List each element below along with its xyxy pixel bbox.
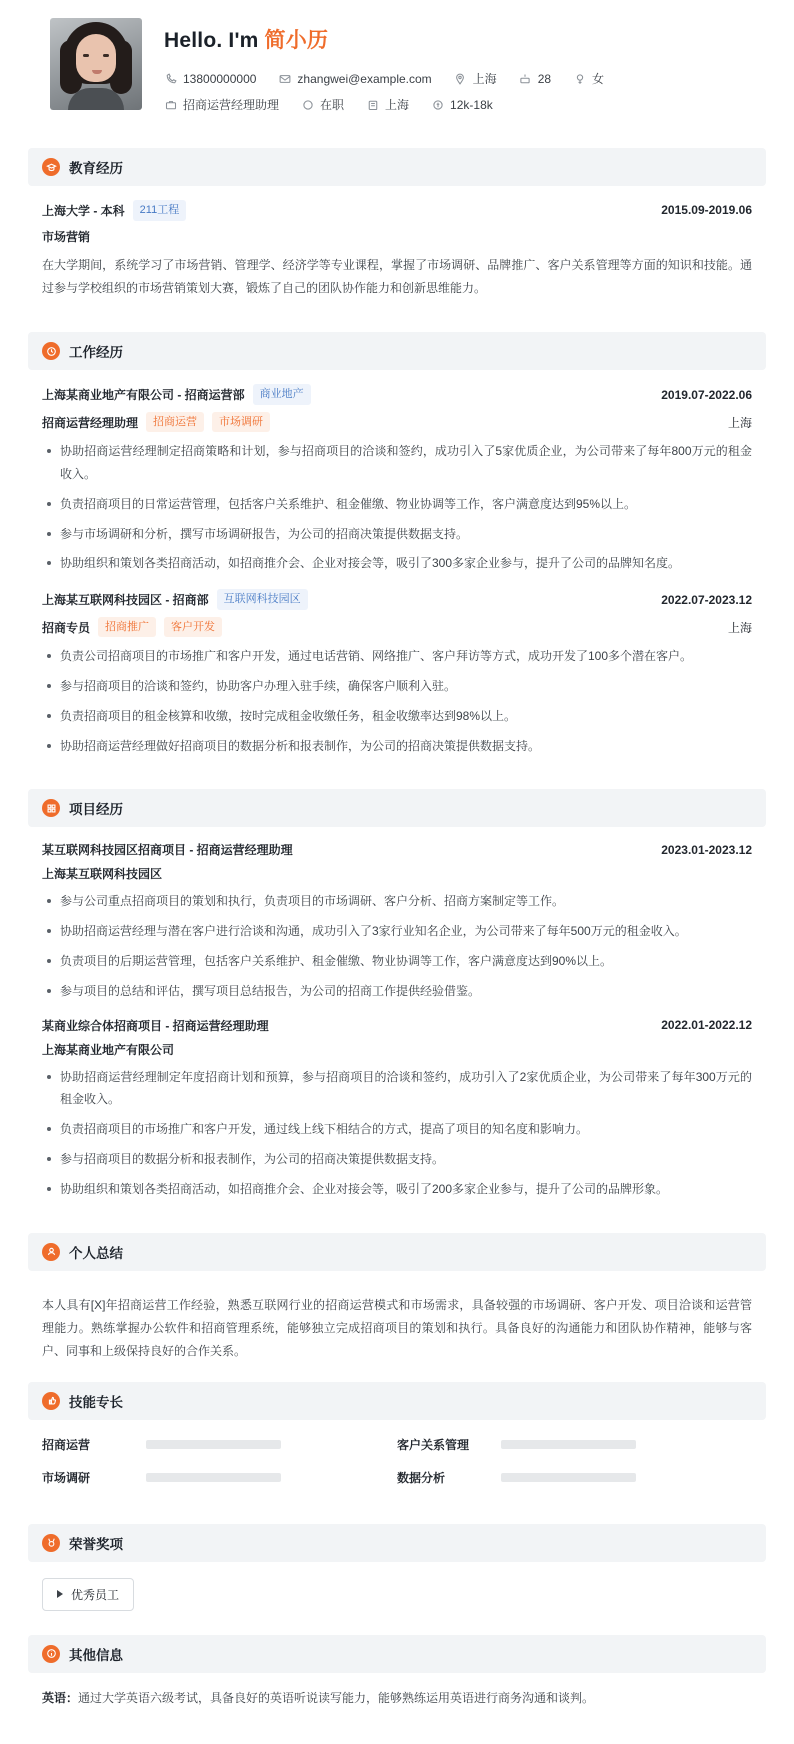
contact-email-text: zhangwei@example.com	[297, 71, 432, 86]
section-header-skills	[28, 1382, 766, 1420]
project-date: 2022.01-2022.12	[661, 1018, 752, 1033]
work-bullets	[42, 440, 752, 575]
greeting-text: Hello. I'm	[164, 29, 265, 52]
project-company: 上海某互联网科技园区	[42, 867, 163, 882]
list-item: 协助招商运营经理制定年度招商计划和预算，参与招商项目的洽谈和签约，成功引入了2家优质企业，为公司带来了每年300万元的租金收入。	[42, 1066, 752, 1112]
salary-icon	[431, 98, 444, 111]
project-date: 2023.01-2023.12	[661, 842, 752, 857]
work-role: 招商运营经理助理	[42, 415, 139, 430]
education-desc: 在大学期间，系统学习了市场营销、管理学、经济学等专业课程，掌握了市场调研、品牌推广、客户关系管理等方面的知识和技能。通过参与学校组织的市场营销策划大赛，锻炼了自己的团队协作能力和创新思维能力。	[42, 257, 752, 295]
education-major: 市场营销	[42, 229, 91, 244]
cap-icon	[42, 158, 60, 176]
work-company: 上海某商业地产有限公司 - 招商运营部	[42, 388, 245, 403]
candidate-name: 简小历	[264, 29, 329, 52]
clock-icon	[42, 342, 60, 360]
section-title-other: 其他信息	[69, 1647, 123, 1663]
list-item: 参与公司重点招商项目的策划和执行，负责项目的市场调研、客户分析、招商方案制定等工作。	[42, 890, 752, 913]
contact-age-text: 28	[537, 71, 552, 86]
work-location: 上海	[727, 415, 752, 430]
summary-text: 本人具有[X]年招商运营工作经验，熟悉互联网行业的招商运营模式和市场需求，具备较强的市场调研、客户开发、项目洽谈和运营管理能力。熟练掌握办公软件和招商管理系统，能够独立完成招商项目的策划和执行。具备良好的沟通能力和团队协作精神，能够与客户、同事和上级保持良好的合作关系。	[42, 1297, 752, 1359]
work-date: 2019.07-2022.06	[661, 387, 752, 402]
education-item	[42, 200, 752, 300]
work-item	[42, 384, 752, 575]
other-entry-label: 英语：	[42, 1690, 79, 1705]
job-status-text: 在职	[320, 98, 345, 112]
other-info	[28, 1673, 766, 1724]
section-title-skills: 技能专长	[69, 1394, 123, 1410]
list-item: 负责招商项目的租金核算和收缴，按时完成租金收缴任务，租金收缴率达到98%以上。	[42, 705, 752, 728]
skills-list	[28, 1420, 766, 1508]
city-icon	[366, 98, 379, 111]
work-location: 上海	[727, 620, 752, 635]
list-item: 负责招商项目的日常运营管理，包括客户关系维护、租金催缴、物业协调等工作，客户满意度达到95%以上。	[42, 493, 752, 516]
skill-bar	[146, 1440, 281, 1449]
contact-email	[278, 72, 431, 86]
contact-location-text: 上海	[472, 72, 497, 86]
project-name: 某互联网科技园区招商项目 - 招商运营经理助理	[42, 843, 293, 858]
section-title-projects: 项目经历	[69, 802, 123, 818]
education-date: 2015.09-2019.06	[661, 203, 752, 218]
list-item: 协助招商运营经理做好招商项目的数据分析和报表制作，为公司的招商决策提供数据支持。	[42, 735, 752, 758]
section-body-work	[28, 370, 766, 773]
work-tag: 互联网科技园区	[217, 589, 308, 610]
skill-name: 招商运营	[42, 1437, 91, 1452]
education-tag: 211工程	[133, 200, 187, 221]
thumb-icon	[42, 1392, 60, 1410]
section-title-education: 教育经历	[69, 161, 123, 176]
section-header-education	[28, 148, 766, 186]
list-item: 参与招商项目的数据分析和报表制作，为公司的招商决策提供数据支持。	[42, 1148, 752, 1171]
list-item: 协助招商运营经理与潜在客户进行洽谈和沟通，成功引入了3家行业知名企业，为公司带来了每年500万元的租金收入。	[42, 920, 752, 943]
status-icon	[301, 98, 314, 111]
work-role-tag: 招商运营	[146, 412, 204, 433]
list-item: 参与项目的总结和评估，撰写项目总结报告，为公司的招商工作提供经验借鉴。	[42, 980, 752, 1003]
contact-phone	[164, 72, 256, 86]
job-city-text: 上海	[385, 98, 410, 112]
project-item	[42, 841, 752, 1002]
contact-location	[454, 70, 497, 87]
section-body-projects	[28, 827, 766, 1216]
list-item: 负责招商项目的市场推广和客户开发，通过线上线下相结合的方式，提高了项目的知名度和影响力。	[42, 1118, 752, 1141]
section-header-other	[28, 1635, 766, 1673]
work-item	[42, 589, 752, 757]
page-title	[164, 24, 626, 54]
honor-label: 优秀员工	[71, 1587, 120, 1602]
skill-item	[42, 1469, 397, 1486]
list-item: 负责项目的后期运营管理，包括客户关系维护、租金催缴、物业协调等工作，客户满意度达到90%以上。	[42, 950, 752, 973]
location-icon	[454, 72, 467, 85]
grid-icon	[42, 799, 60, 817]
honor-item[interactable]	[42, 1578, 134, 1611]
info-icon	[42, 1645, 60, 1663]
skill-name: 市场调研	[42, 1470, 91, 1485]
job-status-meta	[301, 96, 344, 113]
skill-name: 数据分析	[397, 1470, 446, 1485]
job-salary-meta	[431, 98, 493, 112]
list-item: 参与市场调研和分析，撰写市场调研报告，为公司的招商决策提供数据支持。	[42, 523, 752, 546]
phone-icon	[164, 72, 177, 85]
work-date: 2022.07-2023.12	[661, 592, 752, 607]
skill-bar	[501, 1440, 636, 1449]
project-bullets	[42, 1066, 752, 1201]
list-item: 负责公司招商项目的市场推广和客户开发，通过电话营销、网络推广、客户拜访等方式，成功开发了100多个潜在客户。	[42, 645, 752, 668]
user-icon	[42, 1243, 60, 1261]
contact-phone-text: 13800000000	[183, 71, 257, 86]
contact-row	[164, 70, 626, 87]
section-header-honors	[28, 1524, 766, 1562]
list-item: 协助组织和策划各类招商活动，如招商推介会、企业对接会等，吸引了200多家企业参与，提升了公司的品牌形象。	[42, 1178, 752, 1201]
contact-age	[519, 72, 551, 86]
project-bullets	[42, 890, 752, 1002]
section-header-summary	[28, 1233, 766, 1271]
skill-item	[397, 1436, 752, 1453]
list-item: 协助招商运营经理制定招商策略和计划，参与招商项目的洽谈和签约，成功引入了5家优质企业，为公司带来了每年800万元的租金收入。	[42, 440, 752, 486]
education-school: 上海大学 - 本科	[42, 203, 125, 218]
contact-gender-text: 女	[592, 72, 605, 86]
project-name: 某商业综合体招商项目 - 招商运营经理助理	[42, 1018, 269, 1033]
briefcase-icon	[164, 98, 177, 111]
resume-header	[28, 0, 766, 132]
project-company: 上海某商业地产有限公司	[42, 1042, 175, 1057]
honors-list	[28, 1562, 766, 1619]
contact-gender	[573, 70, 604, 87]
skill-item	[42, 1436, 397, 1453]
gender-icon	[573, 72, 586, 85]
avatar	[50, 18, 142, 110]
job-title-text: 招商运营经理助理	[183, 98, 280, 112]
other-entry	[42, 1687, 752, 1710]
section-header-work	[28, 332, 766, 370]
mail-icon	[278, 72, 291, 85]
skill-item	[397, 1469, 752, 1486]
cake-icon	[519, 72, 532, 85]
section-header-projects	[28, 789, 766, 827]
section-title-summary: 个人总结	[69, 1245, 123, 1261]
play-icon	[57, 1590, 63, 1598]
work-tag: 商业地产	[253, 384, 311, 405]
list-item: 协助组织和策划各类招商活动，如招商推介会、企业对接会等，吸引了300多家企业参与，提升了公司的品牌知名度。	[42, 552, 752, 575]
section-title-work: 工作经历	[69, 345, 123, 361]
project-item	[42, 1017, 752, 1201]
medal-icon	[42, 1534, 60, 1552]
skill-name: 客户关系管理	[397, 1437, 470, 1452]
job-salary-text: 12k-18k	[450, 97, 493, 112]
section-title-honors: 荣誉奖项	[69, 1536, 123, 1552]
job-title-meta	[164, 96, 279, 113]
list-item: 参与招商项目的洽谈和签约，协助客户办理入驻手续，确保客户顺利入驻。	[42, 675, 752, 698]
other-entry-text: 通过大学英语六级考试，具备良好的英语听说读写能力，能够熟练运用英语进行商务沟通和谈判。	[78, 1690, 595, 1705]
skill-bar	[146, 1473, 281, 1482]
job-meta-row	[164, 96, 626, 113]
work-company: 上海某互联网科技园区 - 招商部	[42, 593, 209, 608]
work-bullets	[42, 645, 752, 757]
skill-bar	[501, 1473, 636, 1482]
work-role-tag: 客户开发	[164, 617, 222, 638]
section-body-summary	[28, 1271, 766, 1366]
section-body-education	[28, 186, 766, 316]
work-role-tag: 招商推广	[98, 617, 156, 638]
work-role: 招商专员	[42, 620, 91, 635]
job-city-meta	[366, 96, 409, 113]
work-role-tag: 市场调研	[212, 412, 270, 433]
